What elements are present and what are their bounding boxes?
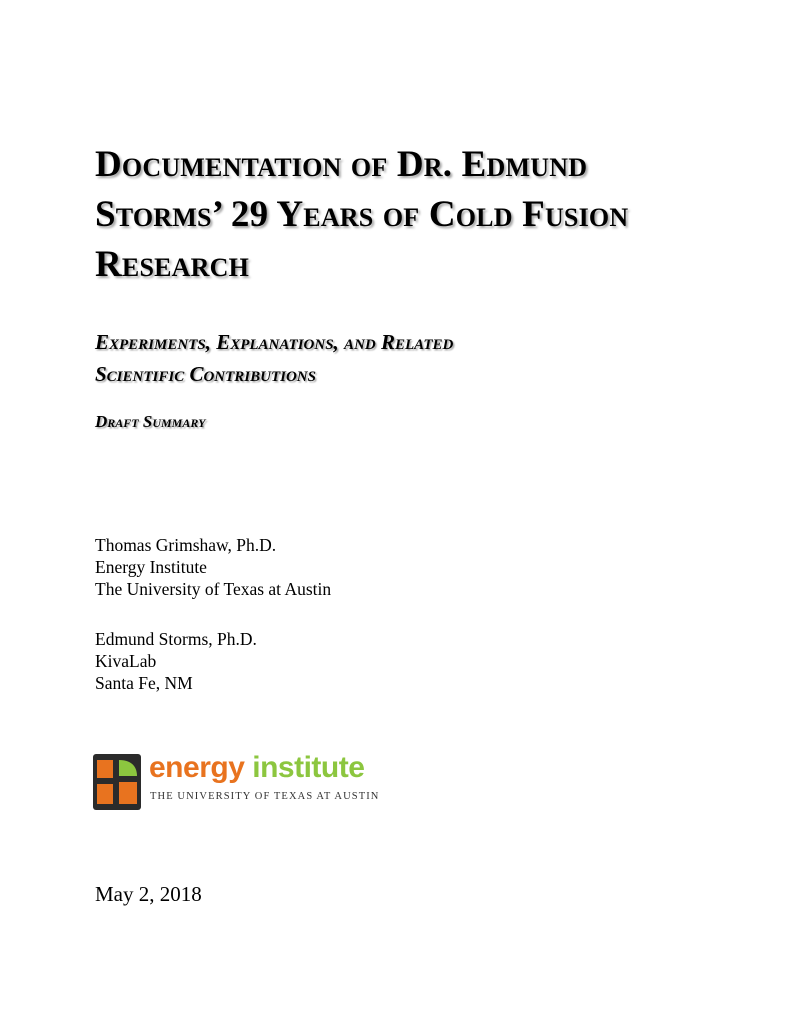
document-date: May 2, 2018 xyxy=(95,882,202,906)
title-line-1: Documentation of Dr. Edmund xyxy=(95,144,588,185)
logo-wordmark xyxy=(149,750,364,786)
author-name: Edmund Storms, Ph.D. xyxy=(95,629,257,649)
author-name: Thomas Grimshaw, Ph.D. xyxy=(95,535,277,555)
subtitle-line-2: Scientific Contributions xyxy=(95,362,316,386)
author-block-2 xyxy=(95,628,257,694)
author-block-1 xyxy=(95,534,331,600)
draft-summary-label: Draft Summary xyxy=(95,412,206,431)
author-affiliation: KivaLab xyxy=(95,651,157,671)
author-affiliation: Energy Institute xyxy=(95,557,207,577)
logo-word-institute: institute xyxy=(252,751,365,784)
subtitle-line-1: Experiments, Explanations, and Related xyxy=(95,330,454,354)
logo-university-text: THE UNIVERSITY OF TEXAS AT AUSTIN xyxy=(150,791,380,802)
title-line-2: Storms’ 29 Years of Cold Fusion xyxy=(95,194,629,235)
energy-institute-logo-icon xyxy=(93,754,141,810)
document-title xyxy=(95,140,735,290)
author-location: The University of Texas at Austin xyxy=(95,579,332,599)
author-location: Santa Fe, NM xyxy=(95,673,193,693)
title-line-3: Research xyxy=(95,244,250,285)
logo-word-energy: energy xyxy=(149,751,245,784)
energy-institute-logo xyxy=(93,751,383,810)
document-subtitle xyxy=(95,326,695,390)
